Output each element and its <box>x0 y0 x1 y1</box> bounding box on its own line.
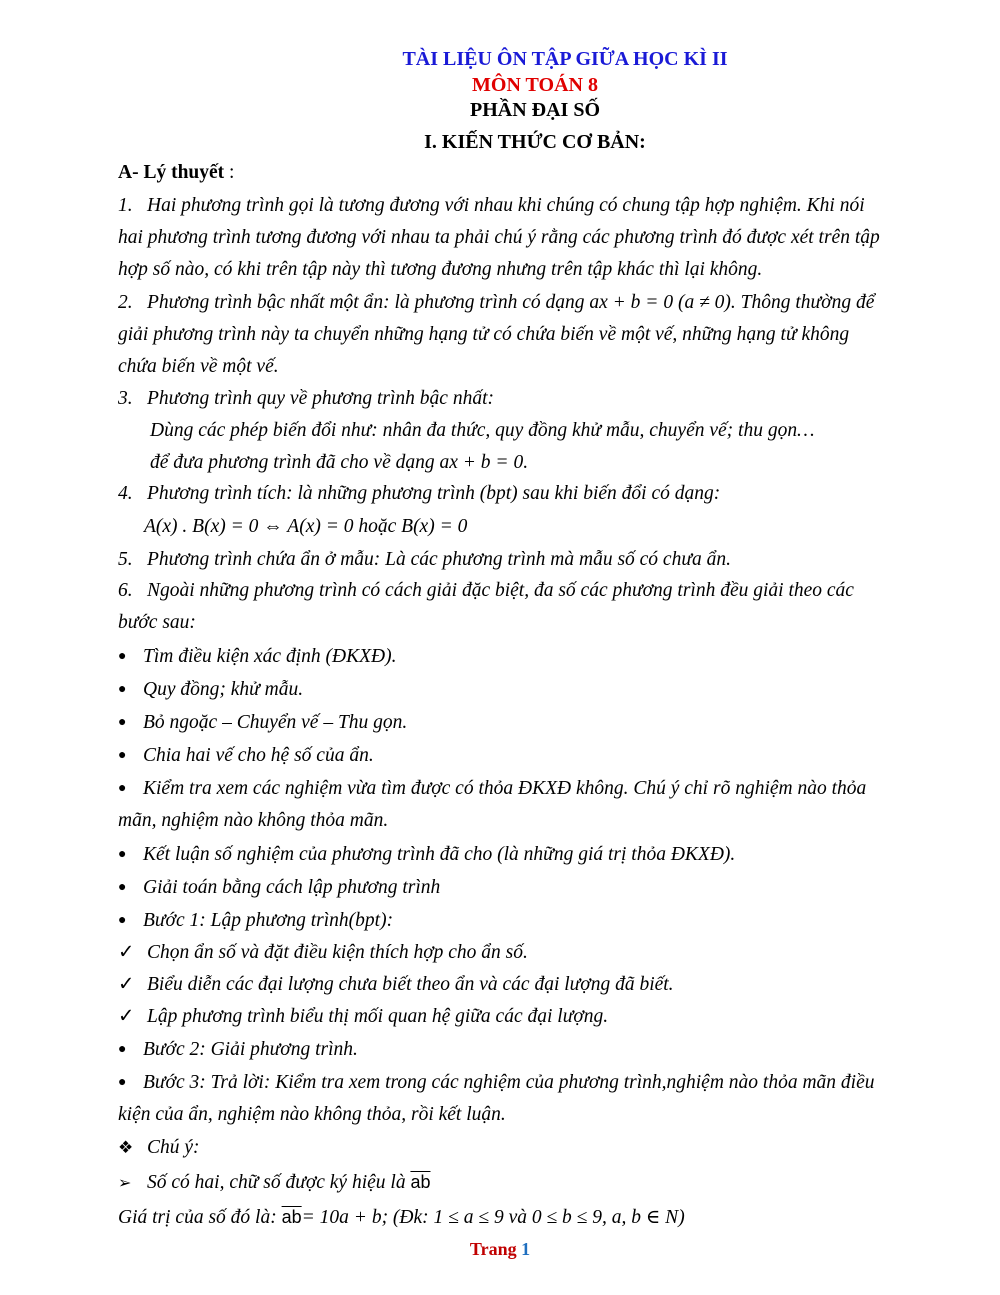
step-item <box>118 743 374 769</box>
bullet-dot-icon: ● <box>118 781 127 796</box>
bullet-dot-icon: ● <box>118 748 127 763</box>
paragraph-text: Hai phương trình gọi là tương đương với nhau khi chúng có chung tập hợp nghiệm. Khi nói <box>147 195 865 216</box>
paragraph-3-line-1 <box>118 386 494 412</box>
step-text: Quy đồng; khử mẫu. <box>143 679 304 700</box>
note-text: Số có hai, chữ số được ký hiệu là <box>147 1172 411 1193</box>
paragraph-2-line-3: chứa biến về một vế. <box>118 356 279 377</box>
note-value-line <box>118 1204 685 1231</box>
note-heading <box>118 1135 200 1161</box>
bullet-dot-icon: ● <box>118 913 127 928</box>
item-number: 4. <box>118 483 133 504</box>
paragraph-3-line-3: để đưa phương trình đã cho về dạng ax + b = 0. <box>150 452 529 473</box>
bullet-dot-icon: ● <box>118 880 127 895</box>
item-number: 6. <box>118 580 133 601</box>
step-item <box>118 644 396 670</box>
bullet-dot-icon: ● <box>118 1075 127 1090</box>
arrowhead-icon: ➢ <box>118 1175 132 1192</box>
paragraph-text: Phương trình chứa ẩn ở mẫu: Là các phương trình mà mẫu số có chưa ẩn. <box>147 549 731 570</box>
step-item <box>118 842 735 868</box>
page-footer <box>0 1237 1000 1261</box>
step-item <box>118 1037 358 1063</box>
paragraph-6-line-2: bước sau: <box>118 612 196 633</box>
checkmark-icon: ✓ <box>118 942 135 963</box>
item-number: 1. <box>118 195 133 216</box>
footer-label: Trang <box>469 1239 522 1259</box>
step-text: Bước 3: Trả lời: Kiểm tra xem trong các nghiệm của phương trình,nghiệm nào thỏa mãn điều <box>143 1072 875 1093</box>
step-text: Bỏ ngoặc – Chuyển vế – Thu gọn. <box>143 712 408 733</box>
step-item <box>118 710 407 736</box>
paragraph-text: Phương trình quy về phương trình bậc nhất: <box>147 388 495 409</box>
subject-title: MÔN TOÁN 8 <box>472 74 598 96</box>
two-digit-number-symbol: $\overline{ab}$ <box>281 1207 302 1227</box>
check-text: Biểu diễn các đại lượng chưa biết theo ẩn và các đại lượng đã biết. <box>147 974 674 995</box>
step-text: Giải toán bằng cách lập phương trình <box>143 877 441 898</box>
step-item <box>118 908 393 934</box>
item-number: 5. <box>118 549 133 570</box>
step-text: Chia hai vế cho hệ số của ẩn. <box>143 745 374 766</box>
paragraph-1-line-2: hai phương trình tương đương với nhau ta phải chú ý rằng các phương trình đó được xét trên tập <box>118 227 880 248</box>
section-heading: I. KIẾN THỨC CƠ BẢN: <box>424 131 646 153</box>
check-item <box>118 972 674 998</box>
paragraph-2-line-1 <box>118 290 874 316</box>
paragraph-5-line-1 <box>118 547 731 573</box>
bullet-dot-icon: ● <box>118 847 127 862</box>
step-text: Kết luận số nghiệm của phương trình đã cho (là những giá trị thỏa ĐKXĐ). <box>143 844 736 865</box>
paragraph-text: Phương trình bậc nhất một ẩn: là phương trình có dạng ax + b = 0 (a ≠ 0). Thông thường để <box>147 292 875 313</box>
step-text: Bước 2: Giải phương trình. <box>143 1039 358 1060</box>
bullet-dot-icon: ● <box>118 682 127 697</box>
step-item-continuation: kiện của ẩn, nghiệm nào không thỏa, rồi kết luận. <box>118 1104 506 1125</box>
check-text: Chọn ẩn số và đặt điều kiện thích hợp cho ẩn số. <box>147 942 528 963</box>
page-number: 1 <box>521 1239 531 1259</box>
check-text: Lập phương trình biểu thị mối quan hệ giữa các đại lượng. <box>147 1006 609 1027</box>
step-item <box>118 776 866 802</box>
step-text: Bước 1: Lập phương trình(bpt): <box>143 910 394 931</box>
bullet-dot-icon: ● <box>118 715 127 730</box>
step-text: Tìm điều kiện xác định (ĐKXĐ). <box>143 646 397 667</box>
bullet-dot-icon: ● <box>118 649 127 664</box>
theory-heading-text: A- Lý thuyết <box>118 162 225 183</box>
paragraph-1-line-3: hợp số nào, có khi trên tập này thì tương đương nhưng trên tập khác thì lại không. <box>118 259 763 280</box>
note-item <box>118 1169 430 1197</box>
check-item <box>118 940 528 966</box>
note-value-suffix: = 10a + b; (Đk: 1 ≤ a ≤ 9 và 0 ≤ b ≤ 9, a, b ∈ N) <box>301 1207 685 1228</box>
paragraph-2-line-2: giải phương trình này ta chuyển những hạng tử có chứa biến về một vế, những hạng tử không <box>118 324 850 345</box>
step-item <box>118 1070 874 1096</box>
theory-heading <box>118 160 234 186</box>
diamond-cluster-icon: ❖ <box>118 1138 134 1157</box>
item-number: 3. <box>118 388 133 409</box>
bullet-dot-icon: ● <box>118 1042 127 1057</box>
step-item <box>118 677 303 703</box>
theory-heading-suffix: : <box>224 162 235 183</box>
paragraph-4-line-1 <box>118 481 720 507</box>
paragraph-6-line-1 <box>118 578 854 604</box>
paragraph-3-line-2: Dùng các phép biến đổi như: nhân đa thức, quy đồng khử mẫu, chuyển vế; thu gọn… <box>150 420 815 441</box>
item-number: 2. <box>118 292 133 313</box>
note-label: Chú ý: <box>147 1137 200 1158</box>
paragraph-1-line-1 <box>118 193 865 219</box>
part-title: PHẦN ĐẠI SỐ <box>469 99 600 121</box>
check-item <box>118 1004 608 1030</box>
note-value-prefix: Giá trị của số đó là: <box>118 1207 282 1228</box>
two-digit-number-symbol: $\overline{ab}$ <box>410 1172 431 1192</box>
product-equation-formula: A(x) . B(x) = 0 ⇔ A(x) = 0 hoặc B(x) = 0 <box>144 516 468 537</box>
paragraph-text: Ngoài những phương trình có cách giải đặc biệt, đa số các phương trình đều giải theo các <box>147 580 854 601</box>
document-title: TÀI LIỆU ÔN TẬP GIỮA HỌC KÌ II <box>402 48 728 70</box>
step-item <box>118 875 440 901</box>
step-item-continuation: mãn, nghiệm nào không thỏa mãn. <box>118 810 389 831</box>
paragraph-text: Phương trình tích: là những phương trình (bpt) sau khi biến đổi có dạng: <box>147 483 721 504</box>
step-text: Kiểm tra xem các nghiệm vừa tìm được có thỏa ĐKXĐ không. Chú ý chỉ rõ nghiệm nào thỏa <box>143 778 867 799</box>
checkmark-icon: ✓ <box>118 974 135 995</box>
checkmark-icon: ✓ <box>118 1006 135 1027</box>
